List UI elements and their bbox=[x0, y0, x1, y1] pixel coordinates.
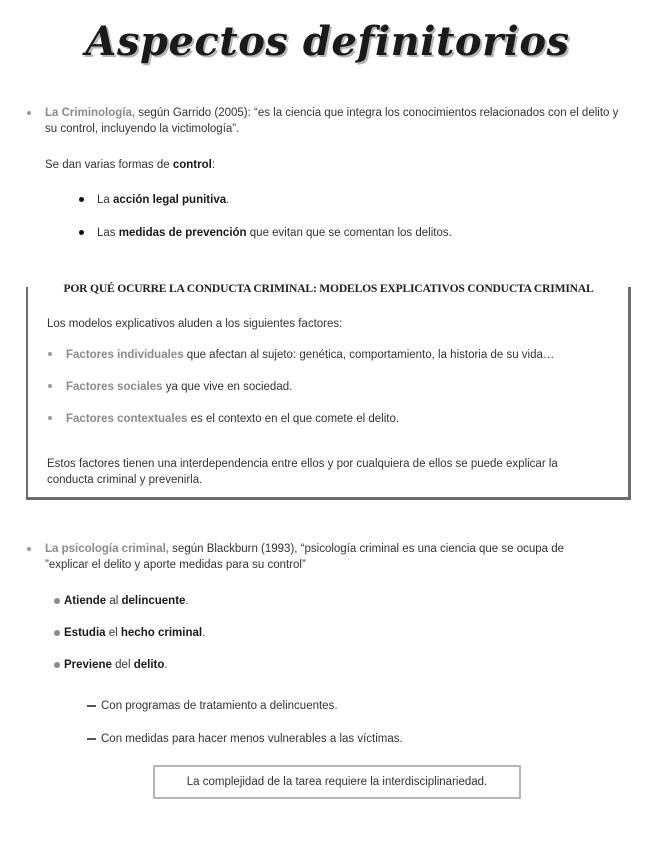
function-verb: Previene bbox=[64, 659, 112, 671]
sub-item: Con programas de tratamiento a delincuentes. bbox=[101, 700, 338, 712]
control-form-item bbox=[97, 225, 452, 241]
dash-icon bbox=[87, 738, 96, 740]
models-box-title: POR QUÉ OCURRE LA CONDUCTA CRIMINAL: MODELOS EXPLICATIVOS CONDUCTA CRIMINAL bbox=[63, 282, 594, 295]
factor-text: es el contexto en el que comete el delito. bbox=[187, 413, 400, 425]
factor-text: que afectan al sujeto: genética, comportamiento, la historia de su vida… bbox=[183, 349, 555, 361]
function-object: delito bbox=[133, 659, 165, 671]
bullet-icon bbox=[48, 352, 52, 356]
control-form-post: que evitan que se comentan los delitos. bbox=[246, 227, 452, 239]
criminology-text-line1: según Garrido (2005): “es la ciencia que integra los conocimientos relacionados con el delito y bbox=[135, 107, 619, 119]
factor-term: Factores contextuales bbox=[66, 413, 188, 425]
factor-term: Factores sociales bbox=[66, 381, 163, 393]
criminology-term: La Criminología, bbox=[45, 107, 136, 119]
function-object: hecho criminal bbox=[120, 627, 203, 639]
bullet-icon bbox=[54, 630, 60, 636]
page-title: Aspectos definitorios bbox=[85, 18, 570, 65]
function-object: delincuente bbox=[121, 595, 186, 607]
control-intro-text: Se dan varias formas de bbox=[45, 159, 173, 171]
interdisciplinarity-note: La complejidad de la tarea requiere la interdisciplinariedad. bbox=[153, 765, 521, 799]
factor-term: Factores individuales bbox=[66, 349, 184, 361]
criminal-psychology-definition bbox=[45, 541, 645, 573]
factor-item bbox=[66, 347, 554, 363]
factor-text: ya que vive en sociedad. bbox=[162, 381, 293, 393]
models-conclusion bbox=[47, 456, 617, 488]
criminal-psychology-text-line1: según Blackburn (1993), “psicología criminal es una ciencia que se ocupa de bbox=[168, 543, 565, 555]
control-intro-colon: : bbox=[211, 159, 216, 171]
bullet-icon bbox=[27, 111, 31, 115]
conclusion-line1: Estos factores tienen una interdependencia entre ellos y por cualquiera de ellos se puede explicar la bbox=[47, 458, 558, 470]
control-form-pre: Las bbox=[97, 227, 119, 239]
control-form-bold: acción legal punitiva bbox=[113, 194, 227, 206]
dash-icon bbox=[87, 705, 96, 707]
criminal-psychology-text-line2: ”explicar el delito y aporte medidas para su control” bbox=[45, 559, 306, 571]
bullet-icon bbox=[54, 598, 60, 604]
models-intro: Los modelos explicativos aluden a los siguientes factores: bbox=[47, 318, 343, 330]
control-form-bold: medidas de prevención bbox=[118, 227, 247, 239]
conclusion-line2: conducta criminal y prevenirla. bbox=[47, 474, 203, 486]
bullet-icon bbox=[48, 416, 52, 420]
function-item bbox=[64, 593, 189, 609]
bullet-icon bbox=[79, 197, 84, 202]
factor-item bbox=[66, 411, 399, 427]
factor-item bbox=[66, 379, 292, 395]
function-post: . bbox=[202, 627, 206, 639]
control-intro bbox=[45, 157, 215, 173]
function-mid: del bbox=[111, 659, 134, 671]
criminology-definition bbox=[45, 105, 645, 137]
control-form-pre: La bbox=[97, 194, 113, 206]
sub-item: Con medidas para hacer menos vulnerables a las víctimas. bbox=[101, 733, 403, 745]
control-form-post: . bbox=[226, 194, 230, 206]
control-form-item bbox=[97, 192, 229, 208]
function-verb: Estudia bbox=[64, 627, 106, 639]
criminal-psychology-term: La psicología criminal, bbox=[45, 543, 169, 555]
function-verb: Atiende bbox=[64, 595, 107, 607]
bullet-icon bbox=[48, 384, 52, 388]
function-post: . bbox=[164, 659, 168, 671]
criminology-text-line2: su control, incluyendo la victimología”. bbox=[45, 123, 240, 135]
function-mid: el bbox=[105, 627, 121, 639]
function-mid: al bbox=[106, 595, 122, 607]
function-post: . bbox=[185, 595, 189, 607]
bullet-icon bbox=[27, 547, 31, 551]
bullet-icon bbox=[54, 662, 60, 668]
bullet-icon bbox=[79, 230, 84, 235]
function-item bbox=[64, 625, 205, 641]
control-keyword: control bbox=[172, 159, 212, 171]
function-item bbox=[64, 657, 168, 673]
